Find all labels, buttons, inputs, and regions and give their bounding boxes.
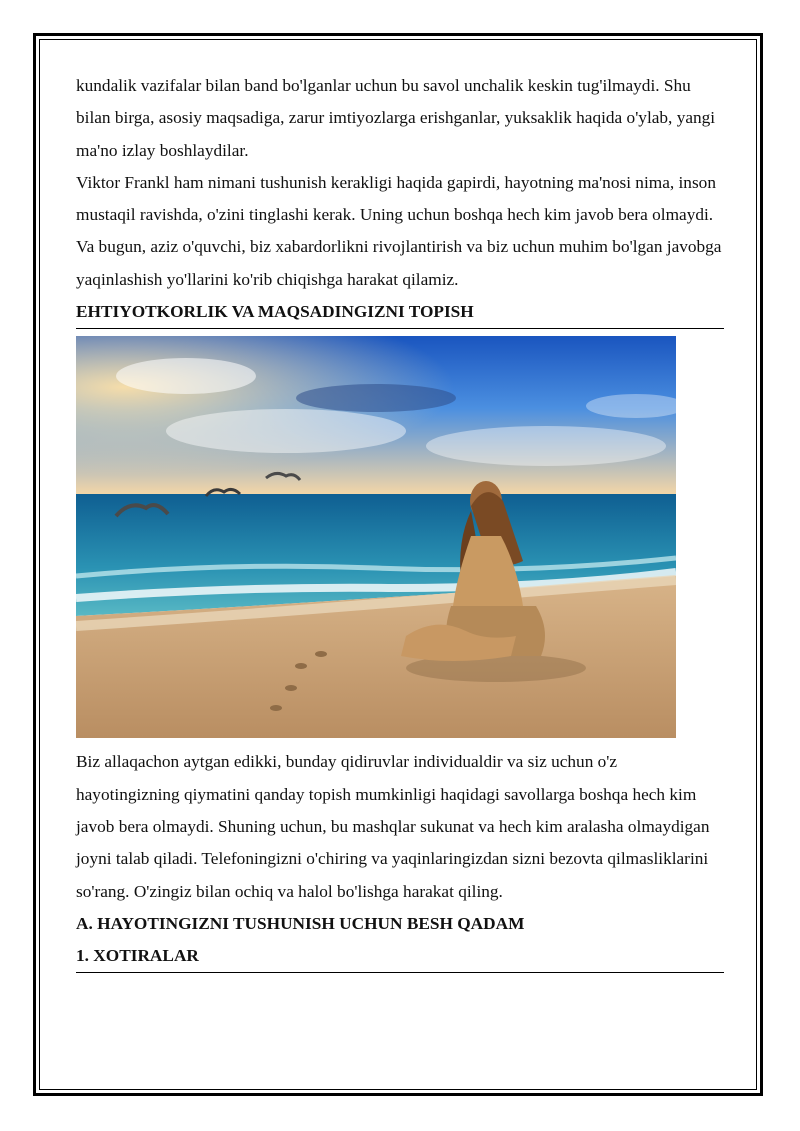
paragraph-intro: kundalik vazifalar bilan band bo'lganlar uchun bu savol unchalik keskin tug'ilmaydi. Shu bilan birga, asosiy maqsadiga, zarur imtiyozlarga erishganlar, yuksaklik haqida o'ylab, yangi ma'no izlay boshlaydilar. — [76, 76, 716, 160]
subsection-heading-memories: 1. XOTIRALAR — [76, 940, 724, 973]
paragraph-exercises: Biz allaqachon aytgan edikki, bunday qidiruvlar individualdir va siz uchun o'z hayotingizning qiymatini qanday topish mumkinligi haqidagi savollarga boshqa hech kim javob bera olmaydi. Shuning uchun, bu mashqlar sukunat va hech kim aralasha olmaydigan joyni talab qiladi. Telefoningizni o'chiring va yaqinlaringizdan sizni bezovta qilmasliklarini so'rang. O'zingiz bilan ochiq va halol bo'lishga harakat qiling. — [76, 752, 710, 901]
paragraph-frankl: Viktor Frankl ham nimani tushunish kerakligi haqida gapirdi, hayotning ma'nosi nima, inson mustaqil ravishda, o'zini tinglashi kerak. Uning uchun boshqa hech kim javob bera olmaydi. Va bugun, aziz o'quvchi, biz xabardorlikni rivojlantirish va biz uchun muhim bo'lgan javobga yaqinlashish yo'llarini ko'rib chiqishga harakat qilamiz. — [76, 172, 722, 289]
document-body — [76, 70, 724, 973]
section-heading-mindfulness: EHTIYOTKORLIK VA MAQSADINGIZNI TOPISH — [76, 296, 724, 329]
woman-meditating-on-beach-photo — [76, 336, 676, 738]
section-heading-five-steps: A. HAYOTINGIZNI TUSHUNISH UCHUN BESH QADAM — [76, 913, 525, 933]
